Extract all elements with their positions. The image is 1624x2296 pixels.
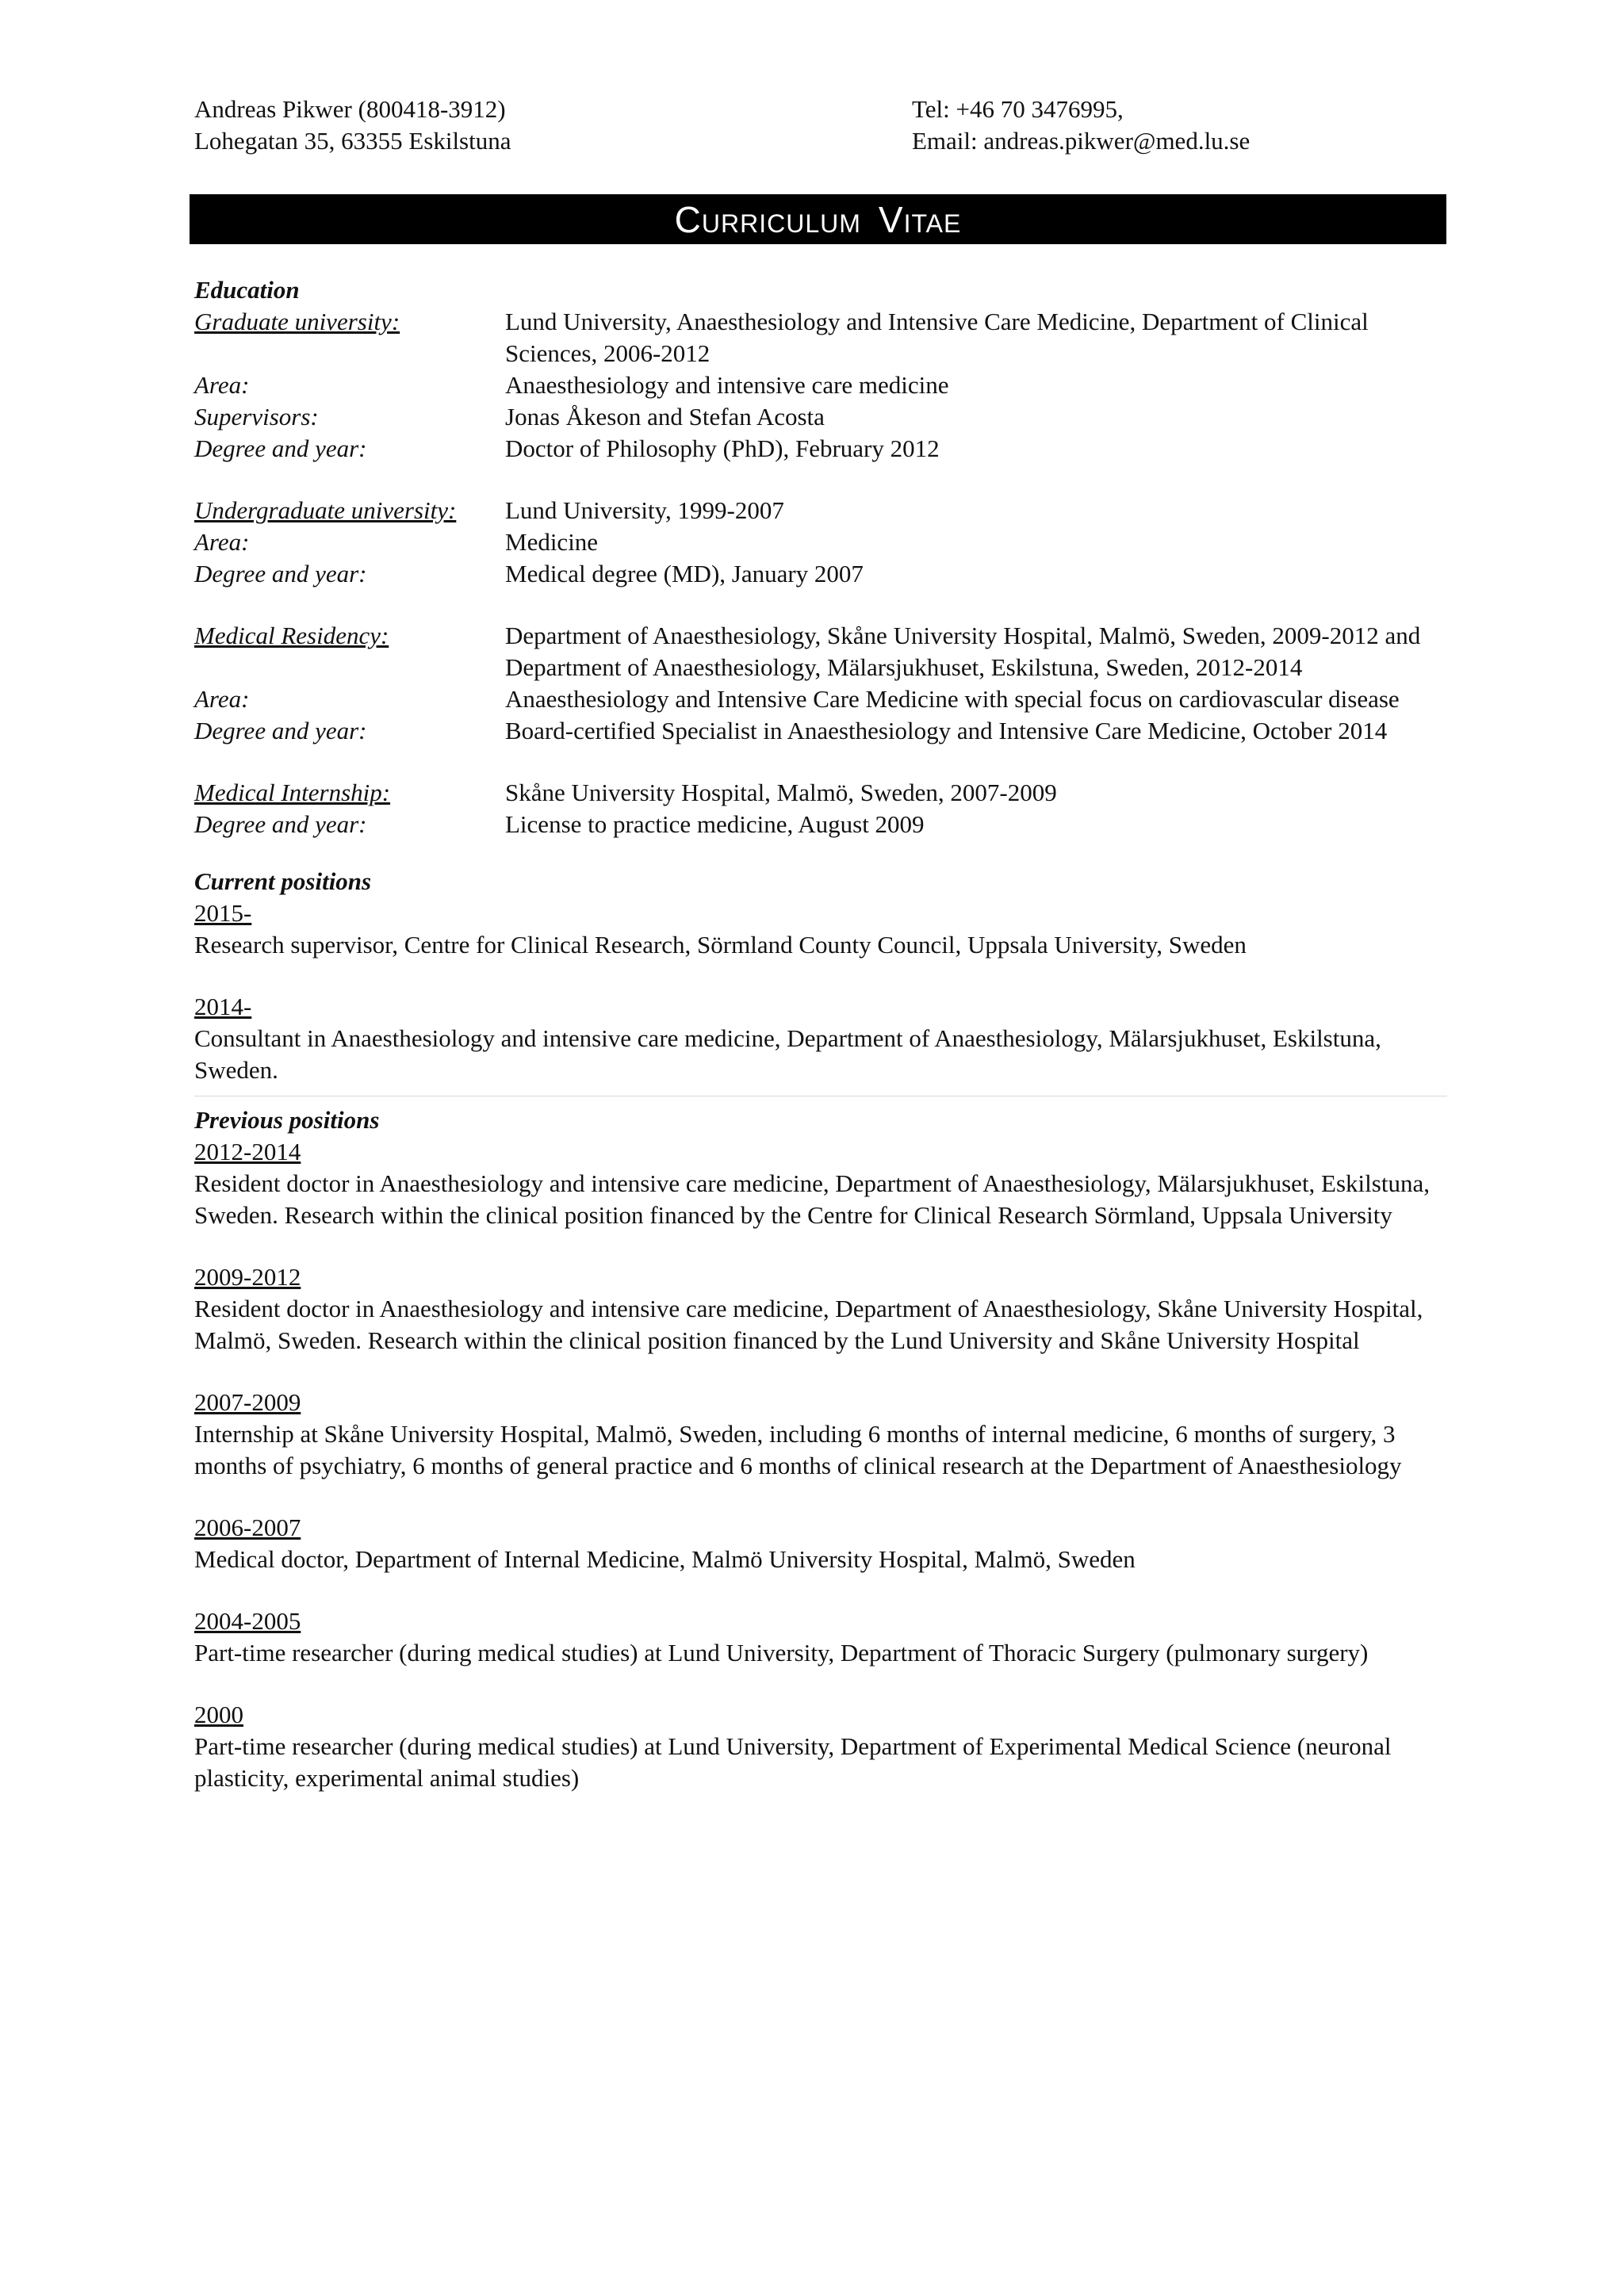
internship-degree-row [194, 809, 1447, 840]
current-position-item [194, 991, 1447, 1086]
previous-position-item [194, 1387, 1447, 1482]
current-positions-heading: Current positions [194, 867, 372, 895]
residency-degree-label: Degree and year: [194, 717, 367, 744]
internship-row [194, 777, 1447, 809]
address-line: Lohegatan 35, 63355 Eskilstuna [194, 127, 511, 155]
spacer [194, 1482, 1447, 1512]
graduate-supervisors-row [194, 401, 1447, 433]
graduate-supervisors-value: Jonas Åkeson and Stefan Acosta [505, 403, 825, 430]
position-text: Internship at Skåne University Hospital, Malmö, Sweden, including 6 months of internal medicine, 6 months of surgery, 3 months of psychiatry, 6 months of general practice and 6 months of clinical research at the Department of Anaesthesiology [194, 1420, 1402, 1479]
residency-area-row [194, 683, 1447, 715]
undergraduate-value: Lund University, 1999-2007 [505, 496, 784, 524]
position-year: 2007-2009 [194, 1388, 301, 1416]
position-text: Research supervisor, Centre for Clinical Research, Sörmland County Council, Uppsala University, Sweden [194, 931, 1247, 959]
previous-position-item [194, 1261, 1447, 1357]
position-year: 2006-2007 [194, 1513, 301, 1541]
previous-position-item [194, 1605, 1447, 1669]
position-text: Part-time researcher (during medical studies) at Lund University, Department of Thoracic Surgery (pulmonary surgery) [194, 1639, 1369, 1667]
previous-position-item [194, 1512, 1447, 1575]
graduate-area-value: Anaesthesiology and intensive care medicine [505, 371, 949, 399]
graduate-supervisors-label: Supervisors: [194, 403, 319, 430]
internship-degree-label: Degree and year: [194, 810, 367, 838]
position-text: Resident doctor in Anaesthesiology and intensive care medicine, Department of Anaesthesiology, Skåne University Hospital, Malmö, Sweden. Research within the clinical position financed by the Lund University and Skåne University Hospital [194, 1295, 1423, 1354]
spacer [194, 747, 1447, 777]
graduate-area-row [194, 369, 1447, 401]
residency-area-label: Area: [194, 685, 250, 713]
position-year: 2009-2012 [194, 1263, 301, 1291]
undergraduate-degree-value: Medical degree (MD), January 2007 [505, 560, 864, 587]
residency-value: Department of Anaesthesiology, Skåne University Hospital, Malmö, Sweden, 2009-2012 and Department of Anaesthesiology, Mälarsjukhuset, Eskilstuna, Sweden, 2012-2014 [505, 622, 1421, 681]
graduate-label: Graduate university: [194, 308, 400, 335]
undergraduate-label: Undergraduate university: [194, 496, 457, 524]
position-year: 2014- [194, 993, 252, 1020]
contact-left-column [194, 94, 511, 157]
residency-label: Medical Residency: [194, 622, 389, 649]
residency-degree-value: Board-certified Specialist in Anaesthesiology and Intensive Care Medicine, October 2014 [505, 717, 1388, 744]
spacer [194, 465, 1447, 495]
position-year: 2004-2005 [194, 1607, 301, 1635]
document-title-bar [190, 194, 1446, 244]
position-year: 2015- [194, 899, 252, 927]
spacer [194, 1231, 1447, 1261]
internship-label: Medical Internship: [194, 779, 391, 806]
undergraduate-area-row [194, 526, 1447, 558]
email-line: Email: andreas.pikwer@med.lu.se [912, 127, 1251, 155]
undergraduate-degree-label: Degree and year: [194, 560, 367, 587]
undergraduate-degree-row [194, 558, 1447, 590]
internship-value: Skåne University Hospital, Malmö, Sweden, 2007-2009 [505, 779, 1057, 806]
previous-positions-heading: Previous positions [194, 1106, 380, 1134]
title-word-1: Curriculum [674, 198, 861, 240]
graduate-row [194, 306, 1447, 369]
graduate-value: Lund University, Anaesthesiology and Intensive Care Medicine, Department of Clinical Sciences, 2006-2012 [505, 308, 1369, 367]
position-text: Consultant in Anaesthesiology and intensive care medicine, Department of Anaesthesiology, Mälarsjukhuset, Eskilstuna, Sweden. [194, 1024, 1381, 1084]
graduate-degree-value: Doctor of Philosophy (PhD), February 2012 [505, 434, 940, 462]
undergraduate-area-label: Area: [194, 528, 250, 556]
position-text: Part-time researcher (during medical studies) at Lund University, Department of Experimental Medical Science (neuronal plasticity, experimental animal studies) [194, 1732, 1392, 1792]
undergraduate-area-value: Medicine [505, 528, 599, 556]
spacer [194, 1357, 1447, 1387]
previous-position-item [194, 1136, 1447, 1231]
cv-content [194, 274, 1447, 1794]
contact-right-column [912, 94, 1250, 157]
name-line: Andreas Pikwer (800418-3912) [194, 95, 506, 123]
spacer [194, 840, 1447, 866]
graduate-degree-label: Degree and year: [194, 434, 367, 462]
position-text: Medical doctor, Department of Internal Medicine, Malmö University Hospital, Malmö, Sweden [194, 1545, 1136, 1573]
spacer [194, 1575, 1447, 1605]
spacer [194, 961, 1447, 991]
residency-area-value: Anaesthesiology and Intensive Care Medicine with special focus on cardiovascular disease [505, 685, 1400, 713]
education-heading: Education [194, 276, 300, 304]
internship-degree-value: License to practice medicine, August 2009 [505, 810, 925, 838]
current-position-item [194, 897, 1447, 961]
graduate-area-label: Area: [194, 371, 250, 399]
residency-row [194, 620, 1447, 683]
undergraduate-row [194, 495, 1447, 526]
residency-degree-row [194, 715, 1447, 747]
tel-line: Tel: +46 70 3476995, [912, 95, 1124, 123]
position-text: Resident doctor in Anaesthesiology and intensive care medicine, Department of Anaesthesiology, Mälarsjukhuset, Eskilstuna, Sweden. Research within the clinical position financed by the Centre for Clinical Research Sörmland, Uppsala University [194, 1169, 1430, 1229]
title-word-2: Vitae [878, 198, 962, 240]
position-year: 2012-2014 [194, 1138, 301, 1165]
graduate-degree-row [194, 433, 1447, 465]
previous-position-item [194, 1699, 1447, 1794]
spacer [194, 590, 1447, 620]
position-year: 2000 [194, 1701, 243, 1728]
spacer [194, 1669, 1447, 1699]
